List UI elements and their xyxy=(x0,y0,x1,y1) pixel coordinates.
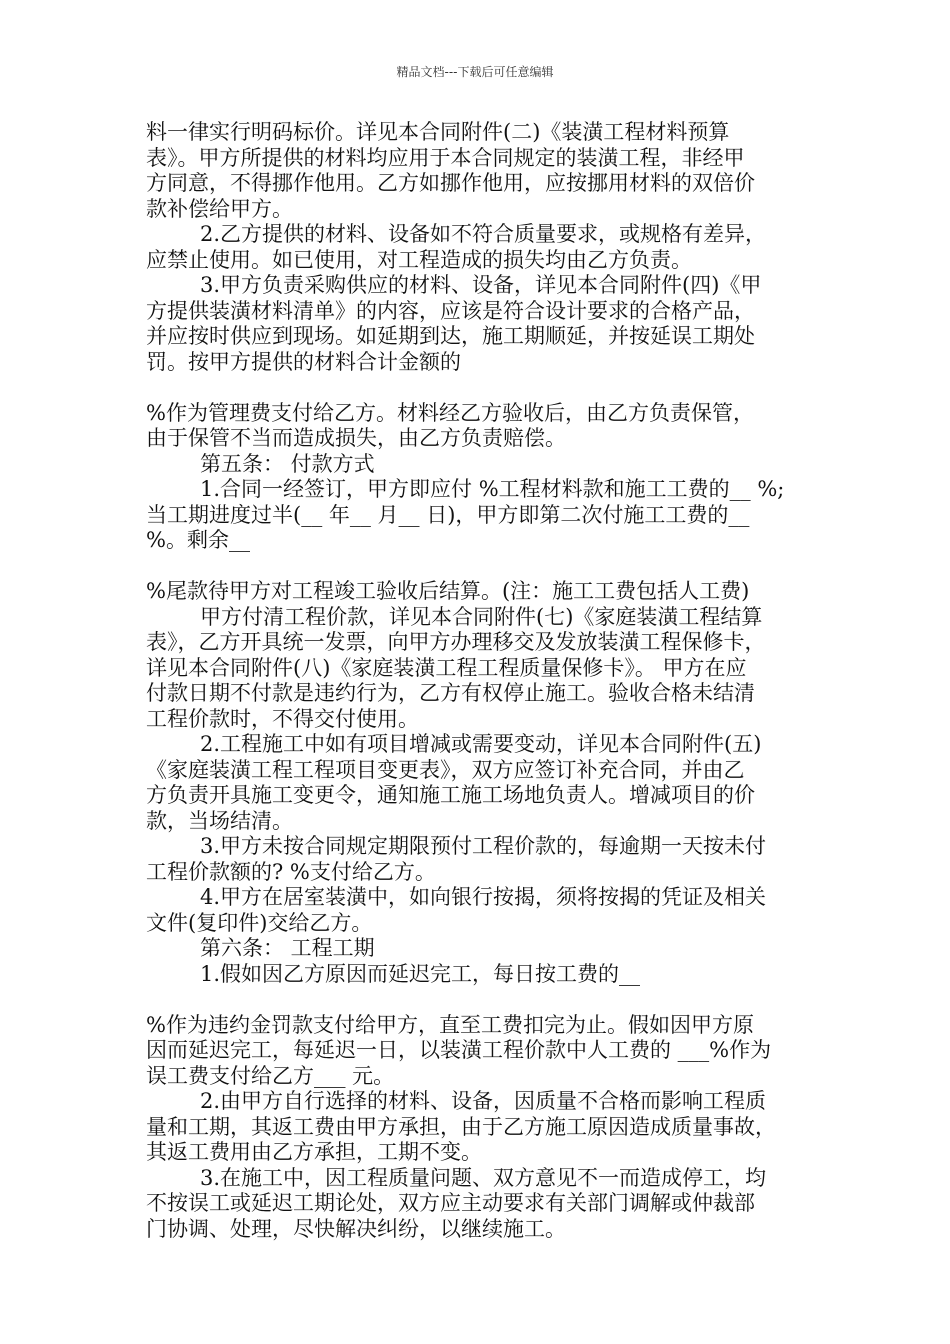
text-line: 表》。甲方所提供的材料均应用于本合同规定的装潢工程，非经甲 xyxy=(146,145,745,170)
text-line: 由于保管不当而造成损失，由乙方负责赔偿。 xyxy=(146,426,566,450)
text-line: 误工费支付给乙方___ 元。 xyxy=(146,1063,395,1088)
document-body xyxy=(146,120,814,1242)
text-line: 门协调、处理，尽快解决纠纷，以继续施工。 xyxy=(146,1216,566,1241)
text-line: %作为违约金罚款支付给甲方，直至工费扣完为止。假如因甲方原 xyxy=(146,1012,754,1037)
text-line: 方提供装潢材料清单》的内容，应该是符合设计要求的合格产品， xyxy=(146,298,755,323)
text-line: 料一律实行明码标价。详见本合同附件(二)《装潢工程材料预算 xyxy=(146,120,730,144)
text-line: 付款日期不付款是违约行为，乙方有权停止施工。验收合格未结清 xyxy=(146,681,755,705)
text-line: 不按误工或延迟工期论处，双方应主动要求有关部门调解或仲裁部 xyxy=(146,1191,755,1215)
text-line: 工程价款时，不得交付使用。 xyxy=(146,706,419,731)
text-line: 文件(复印件)交给乙方。 xyxy=(146,910,373,935)
text-line: 方同意，不得挪作他用。乙方如挪作他用，应按挪用材料的双倍价 xyxy=(146,171,755,195)
text-line: 3.甲方未按合同规定期限预付工程价款的，每逾期一天按未付 xyxy=(200,834,767,858)
text-line: 方负责开具施工变更令，通知施工施工场地负责人。增减项目的价 xyxy=(146,783,755,807)
text-line: 并应按时供应到现场。如延期到达，施工期顺延，并按延误工期处 xyxy=(146,324,755,348)
text-line: 第五条： 付款方式 xyxy=(200,451,375,476)
blank-line xyxy=(146,554,814,580)
text-line: %作为管理费支付给乙方。材料经乙方验收后，由乙方负责保管， xyxy=(146,400,754,425)
text-line: 因而延迟完工，每延迟一日，以装潢工程价款中人工费的 ___%作为 xyxy=(146,1038,772,1062)
page-header: 精品文档---下载后可任意编辑 xyxy=(396,65,554,79)
text-line: 2.由甲方自行选择的材料、设备，因质量不合格而影响工程质 xyxy=(200,1089,767,1113)
text-line: 2.工程施工中如有项目增减或需要变动，详见本合同附件(五) xyxy=(200,732,762,756)
blank-line xyxy=(146,987,814,1013)
text-line: 当工期进度过半(__ 年__ 月__ 日)，甲方即第二次付施工工费的__ xyxy=(146,502,750,527)
text-line: 甲方付清工程价款，详见本合同附件(七)《家庭装潢工程结算 xyxy=(200,604,763,629)
text-line: 款，当场结清。 xyxy=(146,808,293,833)
text-line: 其返工费用由乙方承担，工期不变。 xyxy=(146,1140,482,1164)
text-line: 款补偿给甲方。 xyxy=(146,196,293,221)
text-line: 第六条： 工程工期 xyxy=(200,936,375,960)
text-line: 3.甲方负责采购供应的材料、设备，详见本合同附件(四)《甲 xyxy=(200,273,762,297)
text-line: 详见本合同附件(八)《家庭装潢工程工程质量保修卡》。 甲方在应 xyxy=(146,655,747,680)
text-line: 工程价款额的? %支付给乙方。 xyxy=(146,859,436,884)
text-line: 4.甲方在居室装潢中，如向银行按揭，须将按揭的凭证及相关 xyxy=(200,885,767,909)
text-line: 罚。按甲方提供的材料合计金额的 xyxy=(146,349,461,374)
text-line: 1.合同一经签订，甲方即应付 %工程材料款和施工工费的__ %; xyxy=(200,477,785,501)
text-line: 2.乙方提供的材料、设备如不符合质量要求，或规格有差异， xyxy=(200,222,767,246)
text-line: 应禁止使用。如已使用，对工程造成的损失均由乙方负责。 xyxy=(146,247,692,272)
text-line: %。剩余__ xyxy=(146,528,250,552)
text-line: 表》，乙方开具统一发票，向甲方办理移交及发放装潢工程保修卡， xyxy=(146,630,766,654)
text-line: 《家庭装潢工程工程项目变更表》，双方应签订补充合同，并由乙 xyxy=(146,757,745,782)
text-line: 1.假如因乙方原因而延迟完工，每日按工费的__ xyxy=(200,961,641,986)
text-line: 3.在施工中，因工程质量问题、双方意见不一而造成停工，均 xyxy=(200,1165,767,1190)
blank-line xyxy=(146,375,814,401)
text-line: 量和工期，其返工费由甲方承担，由于乙方施工原因造成质量事故， xyxy=(146,1114,776,1139)
text-line: %尾款待甲方对工程竣工验收后结算。(注：施工工费包括人工费) xyxy=(146,579,750,603)
